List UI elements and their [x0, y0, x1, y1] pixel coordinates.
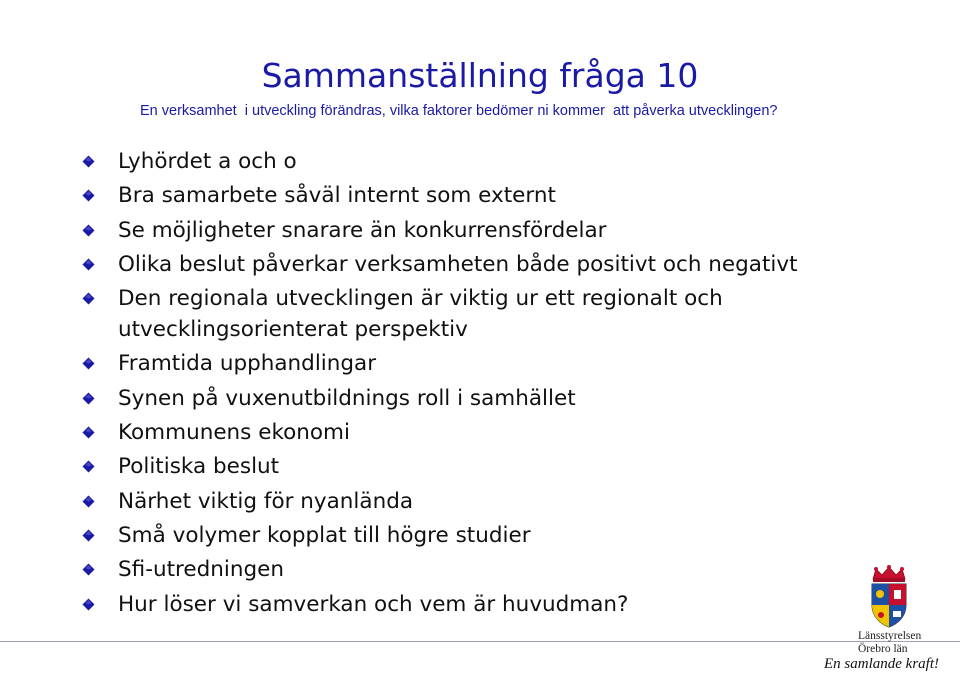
- bullet-text: Se möjligheter snarare än konkurrensfördelar: [118, 217, 607, 243]
- diamond-bullet-icon: [82, 392, 95, 405]
- bullet-item: [82, 383, 842, 414]
- diamond-bullet-icon: [82, 495, 95, 508]
- slide-title: Sammanställning fråga 10: [261, 56, 699, 95]
- bullet-text: Lyhördet a och o: [118, 149, 297, 174]
- bullet-item: [82, 589, 842, 620]
- bullet-text: Närhet viktig för nyanlända: [118, 488, 414, 514]
- bullet-item: [82, 215, 842, 246]
- bullet-text: Små volymer kopplat till högre studier: [118, 522, 531, 548]
- org-name-line2: Örebro län: [858, 643, 908, 655]
- bullet-text: Framtida upphandlingar: [118, 351, 377, 377]
- bullet-text: Sfi-utredningen: [118, 557, 284, 583]
- diamond-bullet-icon: [82, 563, 95, 576]
- bullet-item: [82, 554, 842, 585]
- diamond-bullet-icon: [82, 292, 95, 305]
- slogan: En samlande kraft!: [824, 656, 939, 672]
- diamond-bullet-icon: [82, 529, 95, 542]
- bullet-item: [82, 417, 842, 448]
- bullet-list: [82, 146, 842, 623]
- diamond-bullet-icon: [82, 598, 95, 611]
- bullet-item: [82, 283, 842, 345]
- diamond-bullet-icon: [82, 460, 95, 473]
- bullet-item: [82, 348, 842, 379]
- bullet-text: Synen på vuxenutbildnings roll i samhället: [118, 385, 576, 411]
- bullet-text: Kommunens ekonomi: [118, 420, 350, 446]
- diamond-bullet-icon: [82, 357, 95, 370]
- bullet-item: [82, 520, 842, 551]
- bullet-text: Politiska beslut: [118, 454, 280, 480]
- diamond-bullet-icon: [82, 224, 95, 237]
- slide-subtitle: En verksamhet i utveckling förändras, vilka faktorer bedömer ni kommer att påverka utvecklingen?: [140, 103, 778, 119]
- diamond-bullet-icon: [82, 426, 95, 439]
- bullet-item: [82, 146, 842, 177]
- diamond-bullet-icon: [82, 258, 95, 271]
- bullet-item: [82, 451, 842, 482]
- bullet-text: Bra samarbete såväl internt som externt: [118, 183, 556, 209]
- county-coat-of-arms-icon: [866, 565, 912, 633]
- bullet-text: Hur löser vi samverkan och vem är huvudman?: [118, 591, 629, 617]
- diamond-bullet-icon: [82, 189, 95, 202]
- bullet-item: [82, 249, 842, 280]
- org-name-line1: Länsstyrelsen: [858, 630, 922, 642]
- bullet-text: Olika beslut påverkar verksamheten både positivt och negativt: [118, 251, 798, 277]
- bullet-text: Den regionala utvecklingen är viktig ur ett regionalt och utvecklingsorienterat perspektiv: [118, 286, 723, 343]
- bullet-item: [82, 180, 842, 211]
- diamond-bullet-icon: [82, 155, 95, 168]
- footer-divider: [0, 641, 960, 642]
- bullet-item: [82, 486, 842, 517]
